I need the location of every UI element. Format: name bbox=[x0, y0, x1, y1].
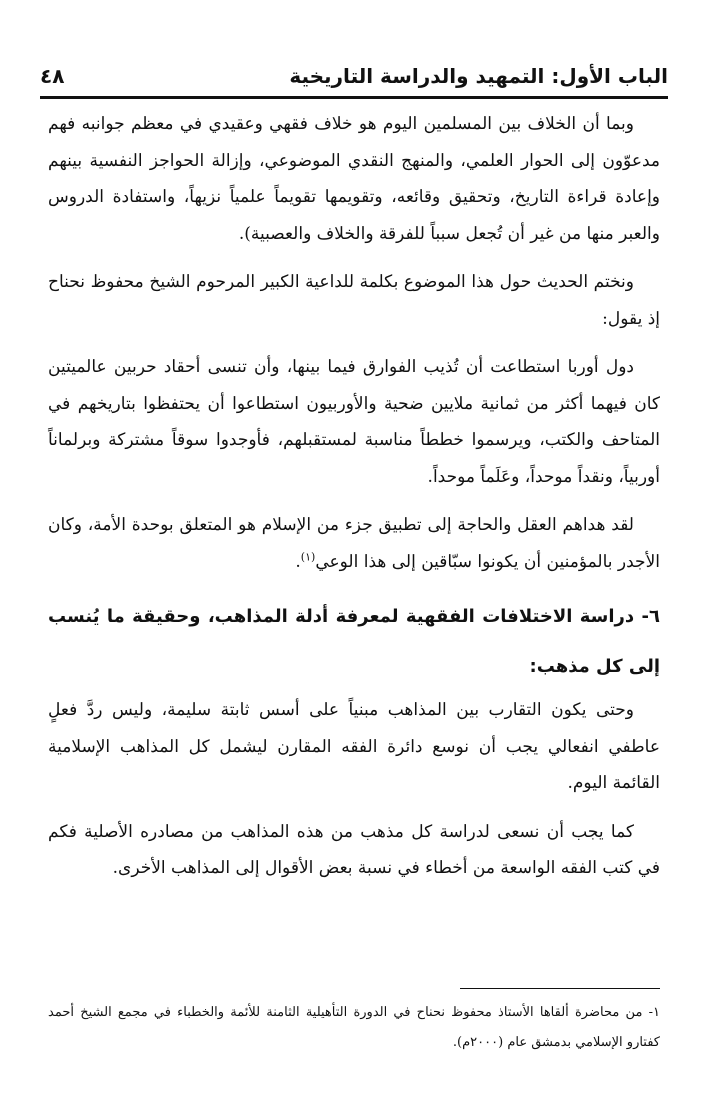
section-heading: ٦- دراسة الاختلافات الفقهية لمعرفة أدلة المذاهب، وحقيقة ما يُنسب إلى كل مذهب: bbox=[48, 606, 660, 677]
paragraph-3-quote: دول أوربا استطاعت أن تُذيب الفوارق فيما بينها، وأن تنسى أحقاد حربين عالميتين كان فيهما أكثر من ثمانية ملايين ضحية والأوربيون استطاعوا أن يحتفظوا بتاريخهم في المتاحف والكتب، ويرسموا خططاً مناسبة لمستقبلهم، فأوجدوا سوقاً مشتركة وبرلماناً أوربياً، ونقداً موحداً، وعَلَماً موحداً. bbox=[48, 357, 660, 487]
footnote-reference[interactable]: (١) bbox=[300, 549, 316, 563]
chapter-title: الباب الأول: التمهيد والدراسة التاريخية bbox=[289, 64, 668, 88]
paragraph-5: وحتى يكون التقارب بين المذاهب مبنياً على أسس ثابتة سليمة، وليس ردَّ فعلٍ عاطفي انفعالي يجب أن نوسع دائرة الفقه المقارن ليشمل كل المذاهب الإسلامية القائمة اليوم. bbox=[48, 700, 660, 793]
header-rule bbox=[40, 96, 668, 99]
paragraph-6: كما يجب أن نسعى لدراسة كل مذهب من هذه المذاهب من مصادره الأصلية فكم في كتب الفقه الواسعة من أخطاء في نسبة بعض الأقوال إلى المذاهب الأخرى. bbox=[48, 821, 660, 878]
paragraph-2: ونختم الحديث حول هذا الموضوع بكلمة للداعية الكبير المرحوم الشيخ محفوظ نحناح إذ يقول: bbox=[48, 272, 660, 329]
page-body bbox=[48, 106, 660, 887]
page-number: ٤٨ bbox=[40, 64, 65, 88]
paragraph-1: وبما أن الخلاف بين المسلمين اليوم هو خلاف فقهي وعقيدي في معظم جوانبه فهم مدعوّون إلى الحوار العلمي، والمنهج النقدي الموضوعي، وإزالة الحواجز النفسية بينهم وإعادة قراءة التاريخ، وتحقيق وقائعه، وتقويمها تقويماً علمياً نزيهاً، واستفادة الدروس والعبر منها من غير أن تُجعل سبباً للفرقة والخلاف والعصبية). bbox=[48, 114, 660, 244]
running-header bbox=[40, 60, 668, 94]
footnote-rule bbox=[460, 988, 660, 989]
paragraph-4-text: لقد هداهم العقل والحاجة إلى تطبيق جزء من الإسلام هو المتعلق بوحدة الأمة، وكان الأجدر بالمؤمنين أن يكونوا سبّاقين إلى هذا الوعي bbox=[48, 515, 660, 572]
footnote: ١- من محاضرة ألقاها الأستاذ محفوظ نحناح في الدورة التأهيلية الثامنة للأئمة والخطباء في مجمع الشيخ أحمد كفتارو الإسلامي بدمشق عام (٢٠٠٠م). bbox=[48, 1005, 660, 1050]
paragraph-4: لقد هداهم العقل والحاجة إلى تطبيق جزء من الإسلام هو المتعلق بوحدة الأمة، وكان الأجدر بالمؤمنين أن يكونوا سبّاقين إلى هذا الوعي$^{(١)}$. bbox=[48, 515, 660, 572]
